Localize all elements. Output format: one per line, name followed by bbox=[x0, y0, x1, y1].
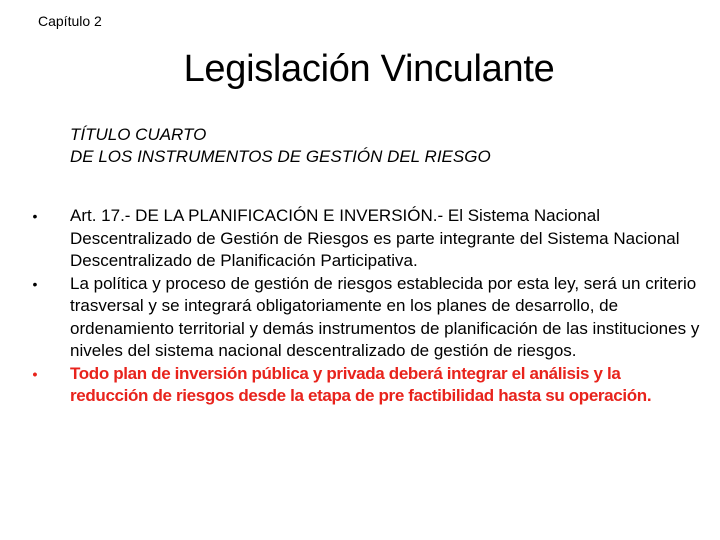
bullet-item-investment-plan bbox=[28, 363, 700, 408]
bullet-text-highlighted: Todo plan de inversión pública y privada deberá integrar el análisis y la reducción de riesgos desde la etapa de pre factibilidad hasta su operación. bbox=[70, 363, 652, 405]
bullet-text: La política y proceso de gestión de riesgos establecida por esta ley, será un criterio trasversal y se integrará obligatoriamente en los planes de desarrollo, de ordenamiento territorial y demás instrumentos de planificación de las instituciones y niveles del sistema nacional descentralizado de gestión de riesgos. bbox=[70, 273, 700, 360]
bullet-item-art17 bbox=[28, 205, 700, 273]
section-subtitle bbox=[70, 124, 491, 168]
bullet-dot-icon: • bbox=[32, 208, 38, 224]
subtitle-line-1: TÍTULO CUARTO bbox=[70, 125, 207, 144]
chapter-label: Capítulo 2 bbox=[38, 13, 102, 29]
bullet-text: Art. 17.- DE LA PLANIFICACIÓN E INVERSIÓN.- El Sistema Nacional Descentralizado de Gestión de Riesgos es parte integrante del Sistema Nacional Descentralizado de Planificación Participativa. bbox=[70, 206, 680, 270]
bullet-item-policy bbox=[28, 273, 700, 363]
slide-title: Legislación Vinculante bbox=[183, 48, 555, 90]
bullet-list bbox=[28, 205, 700, 408]
bullet-dot-icon: • bbox=[32, 365, 38, 382]
subtitle-line-2: DE LOS INSTRUMENTOS DE GESTIÓN DEL RIESGO bbox=[70, 147, 491, 166]
bullet-dot-icon: • bbox=[32, 275, 38, 292]
